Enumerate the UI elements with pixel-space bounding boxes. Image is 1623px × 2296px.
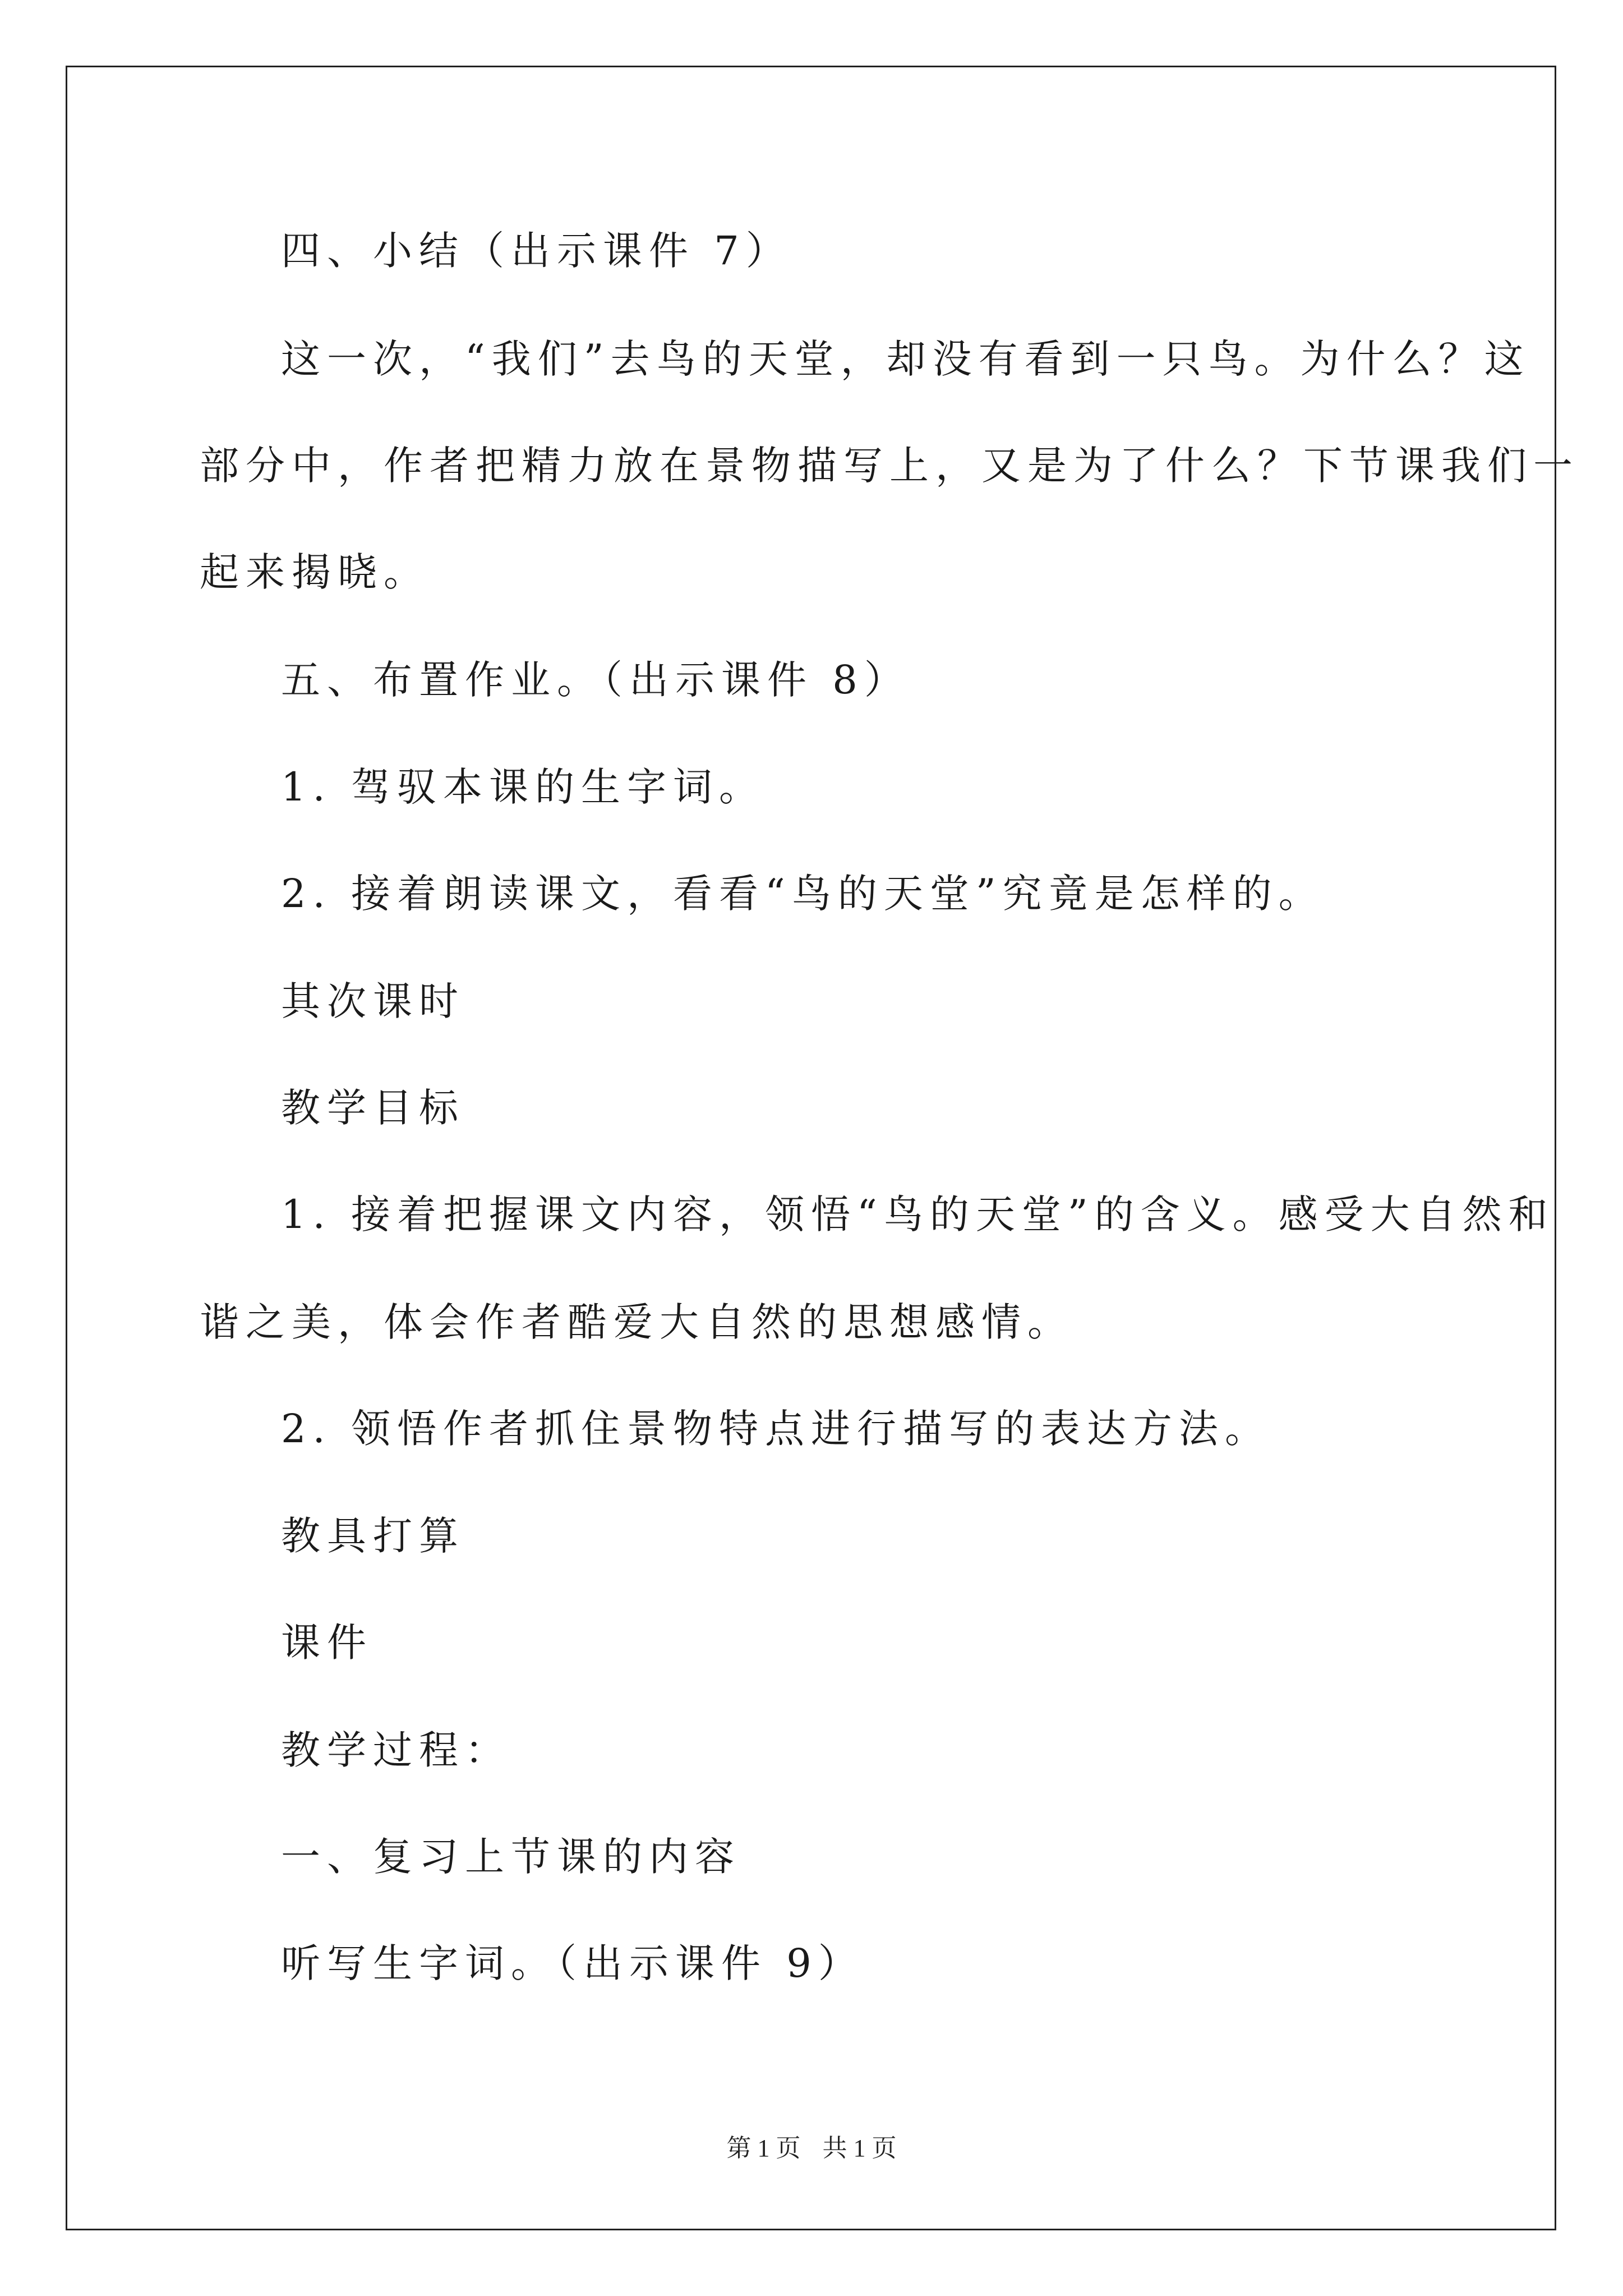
section-heading-homework: 五、布置作业。（出示课件 8） <box>281 657 910 703</box>
page-border <box>66 66 1556 2230</box>
list-item: 1. 接着把握课文内容，领悟“鸟的天堂”的含义。感受大自然和 <box>281 1191 1555 1237</box>
page-footer <box>0 2128 1623 2164</box>
paragraph-line: 听写生字词。（出示课件 9） <box>281 1940 864 1986</box>
page-number: 第 1 页 <box>726 2134 801 2162</box>
section-heading-materials: 教具打算 <box>281 1513 465 1559</box>
list-item: 2. 领悟作者抓住景物特点进行描写的表达方法。 <box>281 1406 1271 1452</box>
section-heading-second-lesson: 其次课时 <box>281 978 465 1024</box>
section-heading-process: 教学过程： <box>281 1727 511 1773</box>
paragraph-line: 起来揭晓。 <box>200 549 430 595</box>
section-heading-summary: 四、小结（出示课件 7） <box>281 228 792 274</box>
paragraph-line: 谐之美，体会作者酷爱大自然的思想感情。 <box>200 1299 1073 1345</box>
paragraph-line: 这一次，“我们”去鸟的天堂，却没有看到一只鸟。为什么？这 <box>281 336 1530 382</box>
paragraph-line: 课件 <box>281 1619 373 1665</box>
section-heading-objectives: 教学目标 <box>281 1085 465 1131</box>
page-total: 共 1 页 <box>822 2134 897 2162</box>
list-item: 1. 驾驭本课的生字词。 <box>281 764 766 810</box>
paragraph-line: 部分中，作者把精力放在景物描写上，又是为了什么？下节课我们一 <box>200 443 1579 489</box>
list-item: 2. 接着朗读课文，看看“鸟的天堂”究竟是怎样的。 <box>281 871 1325 917</box>
section-heading-review: 一、复习上节课的内容 <box>281 1834 741 1880</box>
